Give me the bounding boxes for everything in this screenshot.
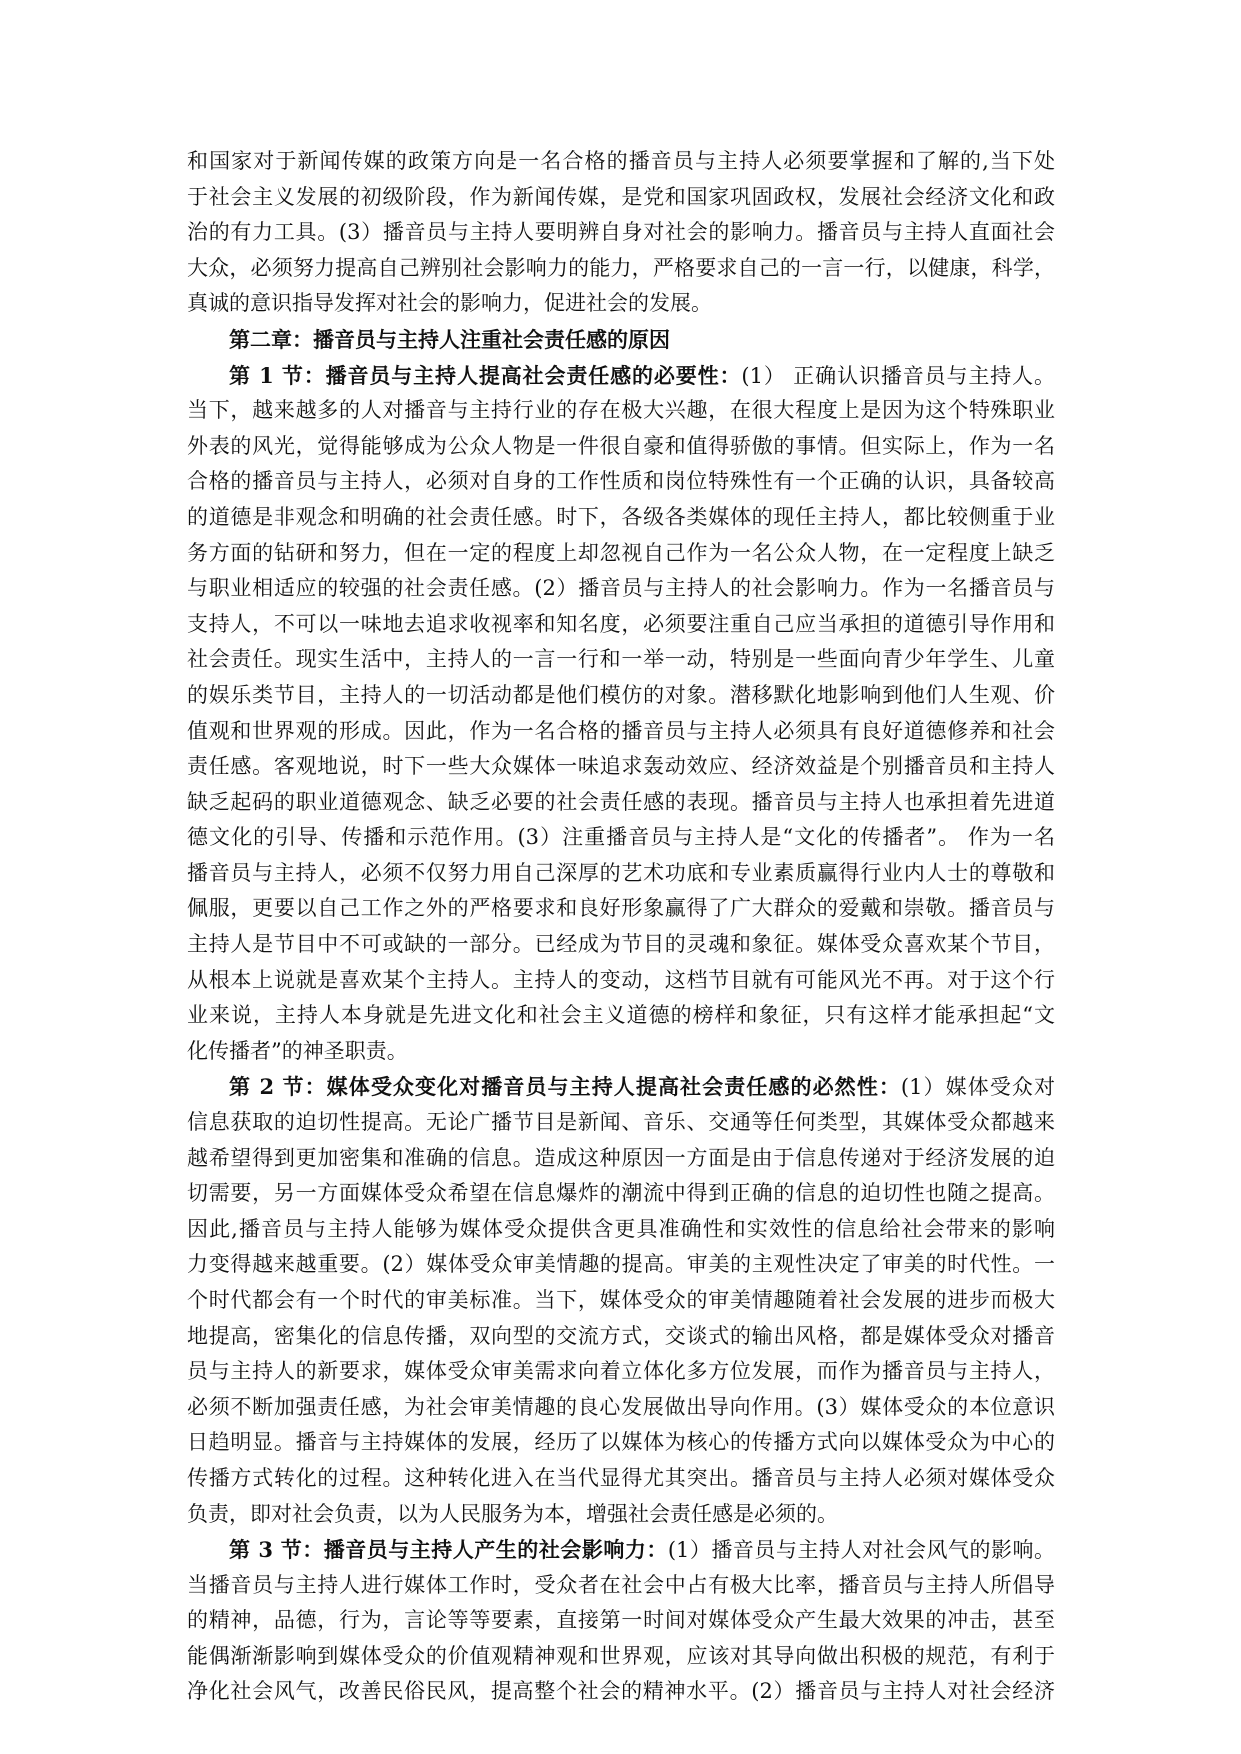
text-line: 的精神，品德，行为，言论等等要素，直接第一时间对媒体受众产生最大效果的冲击，甚至 <box>187 1608 1055 1633</box>
text-line: 治的有力工具。(3）播音员与主持人要明辨自身对社会的影响力。播音员与主持人直面社会 <box>187 220 1055 245</box>
text-line: 日趋明显。播音与主持媒体的发展，经历了以媒体为核心的传播方式向以媒体受众为中心的 <box>187 1430 1055 1455</box>
text-line: 员与主持人的新要求，媒体受众审美需求向着立体化多方位发展，而作为播音员与主持人， <box>187 1359 1055 1384</box>
section-1-line <box>229 358 1055 394</box>
section-2-line <box>229 1069 1055 1105</box>
text-line: 于社会主义发展的初级阶段，作为新闻传媒，是党和国家巩固政权，发展社会经济文化和政 <box>187 184 1055 209</box>
text-line: 越希望得到更加密集和准确的信息。造成这种原因一方面是由于信息传递对于经济发展的迫 <box>187 1145 1055 1170</box>
text-line: 化传播者”的神圣职责。 <box>187 1038 408 1063</box>
section-text: (1）播音员与主持人对社会风气的影响。 <box>667 1538 1055 1562</box>
section-heading: 第 2 节：媒体受众变化对播音员与主持人提高社会责任感的必然性： <box>229 1074 901 1100</box>
text-line: 主持人是节目中不可或缺的一部分。已经成为节目的灵魂和象征。媒体受众喜欢某个节目， <box>187 932 1055 956</box>
section-heading: 第 1 节：播音员与主持人提高社会责任感的必要性： <box>229 362 742 388</box>
text-line: 务方面的钻研和努力，但在一定的程度上却忽视自己作为一名公众人物，在一定程度上缺乏 <box>187 540 1055 565</box>
text-line: 缺乏起码的职业道德观念、缺乏必要的社会责任感的表现。播音员与主持人也承担着先进道 <box>187 789 1055 814</box>
text-line: 地提高，密集化的信息传播，双向型的交流方式，交谈式的输出风格，都是媒体受众对播音 <box>187 1323 1055 1348</box>
text-line: 传播方式转化的过程。这种转化进入在当代显得尤其突出。播音员与主持人必须对媒体受众 <box>187 1465 1055 1490</box>
section-3-line <box>229 1532 1055 1568</box>
text-line: 社会责任。现实生活中，主持人的一言一行和一举一动，特别是一些面向青少年学生、儿童 <box>187 647 1055 672</box>
text-line: 从根本上说就是喜欢某个主持人。主持人的变动，这档节目就有可能风光不再。对于这个行 <box>187 967 1055 992</box>
text-line: 播音员与主持人，必须不仅努力用自己深厚的艺术功底和专业素质赢得行业内人士的尊敬和 <box>187 860 1055 885</box>
text-line: 外表的风光，觉得能够成为公众人物是一件很自豪和值得骄傲的事情。但实际上，作为一名 <box>187 433 1055 458</box>
text-line: 支持人，不可以一味地去追求收视率和知名度，必须要注重自己应当承担的道德引导作用和 <box>187 611 1055 636</box>
text-line: 佩服，更要以自己工作之外的严格要求和良好形象赢得了广大群众的爱戴和崇敬。播音员与 <box>187 896 1055 921</box>
text-line: 因此,播音员与主持人能够为媒体受众提供含更具准确性和实效性的信息给社会带来的影响 <box>187 1216 1055 1241</box>
chapter-heading: 第二章：播音员与主持人注重社会责任感的原因 <box>229 327 670 352</box>
text-line: 值观和世界观的形成。因此，作为一名合格的播音员与主持人必须具有良好道德修养和社会 <box>187 718 1055 743</box>
text-line: 责任感。客观地说，时下一些大众媒体一味追求轰动效应、经济效益是个别播音员和主持人 <box>187 754 1055 778</box>
section-text: (1）媒体受众对 <box>900 1075 1055 1100</box>
text-line: 与职业相适应的较强的社会责任感。(2）播音员与主持人的社会影响力。作为一名播音员与 <box>187 576 1055 601</box>
text-line: 净化社会风气，改善民俗民风，提高整个社会的精神水平。(2）播音员与主持人对社会经济 <box>187 1679 1055 1704</box>
text-line: 个时代都会有一个时代的审美标准。当下，媒体受众的审美情趣随着社会发展的进步而极大 <box>187 1287 1055 1312</box>
text-line: 真诚的意识指导发挥对社会的影响力，促进社会的发展。 <box>187 291 712 316</box>
text-line: 当下，越来越多的人对播音与主持行业的存在极大兴趣，在很大程度上是因为这个特殊职业 <box>187 398 1055 423</box>
text-line: 能偶渐渐影响到媒体受众的价值观精神观和世界观，应该对其导向做出积极的规范，有利于 <box>187 1643 1055 1668</box>
section-heading: 第 3 节：播音员与主持人产生的社会影响力： <box>229 1537 668 1562</box>
text-line: 的娱乐类节目，主持人的一切活动都是他们模仿的对象。潜移默化地影响到他们人生观、价 <box>187 682 1055 707</box>
text-line: 当播音员与主持人进行媒体工作时，受众者在社会中占有极大比率，播音员与主持人所倡导 <box>187 1572 1055 1597</box>
text-line: 的道德是非观念和明确的社会责任感。时下，各级各类媒体的现任主持人，都比较侧重于业 <box>187 504 1055 529</box>
text-line: 信息获取的迫切性提高。无论广播节目是新闻、音乐、交通等任何类型，其媒体受众都越来 <box>187 1110 1055 1134</box>
text-line: 和国家对于新闻传媒的政策方向是一名合格的播音员与主持人必须要掌握和了解的,当下处 <box>187 149 1055 173</box>
text-line: 力变得越来越重要。(2）媒体受众审美情趣的提高。审美的主观性决定了审美的时代性。一 <box>187 1252 1055 1277</box>
text-line: 负责，即对社会负责，以为人民服务为本，增强社会责任感是必须的。 <box>187 1501 838 1526</box>
text-line: 切需要，另一方面媒体受众希望在信息爆炸的潮流中得到正确的信息的迫切性也随之提高。 <box>187 1181 1055 1206</box>
section-text: (1） 正确认识播音员与主持人。 <box>741 363 1055 388</box>
text-line: 合格的播音员与主持人，必须对自身的工作性质和岗位特殊性有一个正确的认识，具备较高 <box>187 469 1055 494</box>
text-line: 大众，必须努力提高自己辨别社会影响力的能力，严格要求自己的一言一行，以健康，科学， <box>187 255 1055 280</box>
text-line: 业来说，主持人本身就是先进文化和社会主义道德的榜样和象征，只有这样才能承担起“文 <box>187 1003 1055 1028</box>
text-line: 德文化的引导、传播和示范作用。(3）注重播音员与主持人是“文化的传播者”。 作为一名 <box>187 825 1055 850</box>
text-line: 必须不断加强责任感，为社会审美情趣的良心发展做出导向作用。(3）媒体受众的本位意识 <box>187 1394 1055 1419</box>
